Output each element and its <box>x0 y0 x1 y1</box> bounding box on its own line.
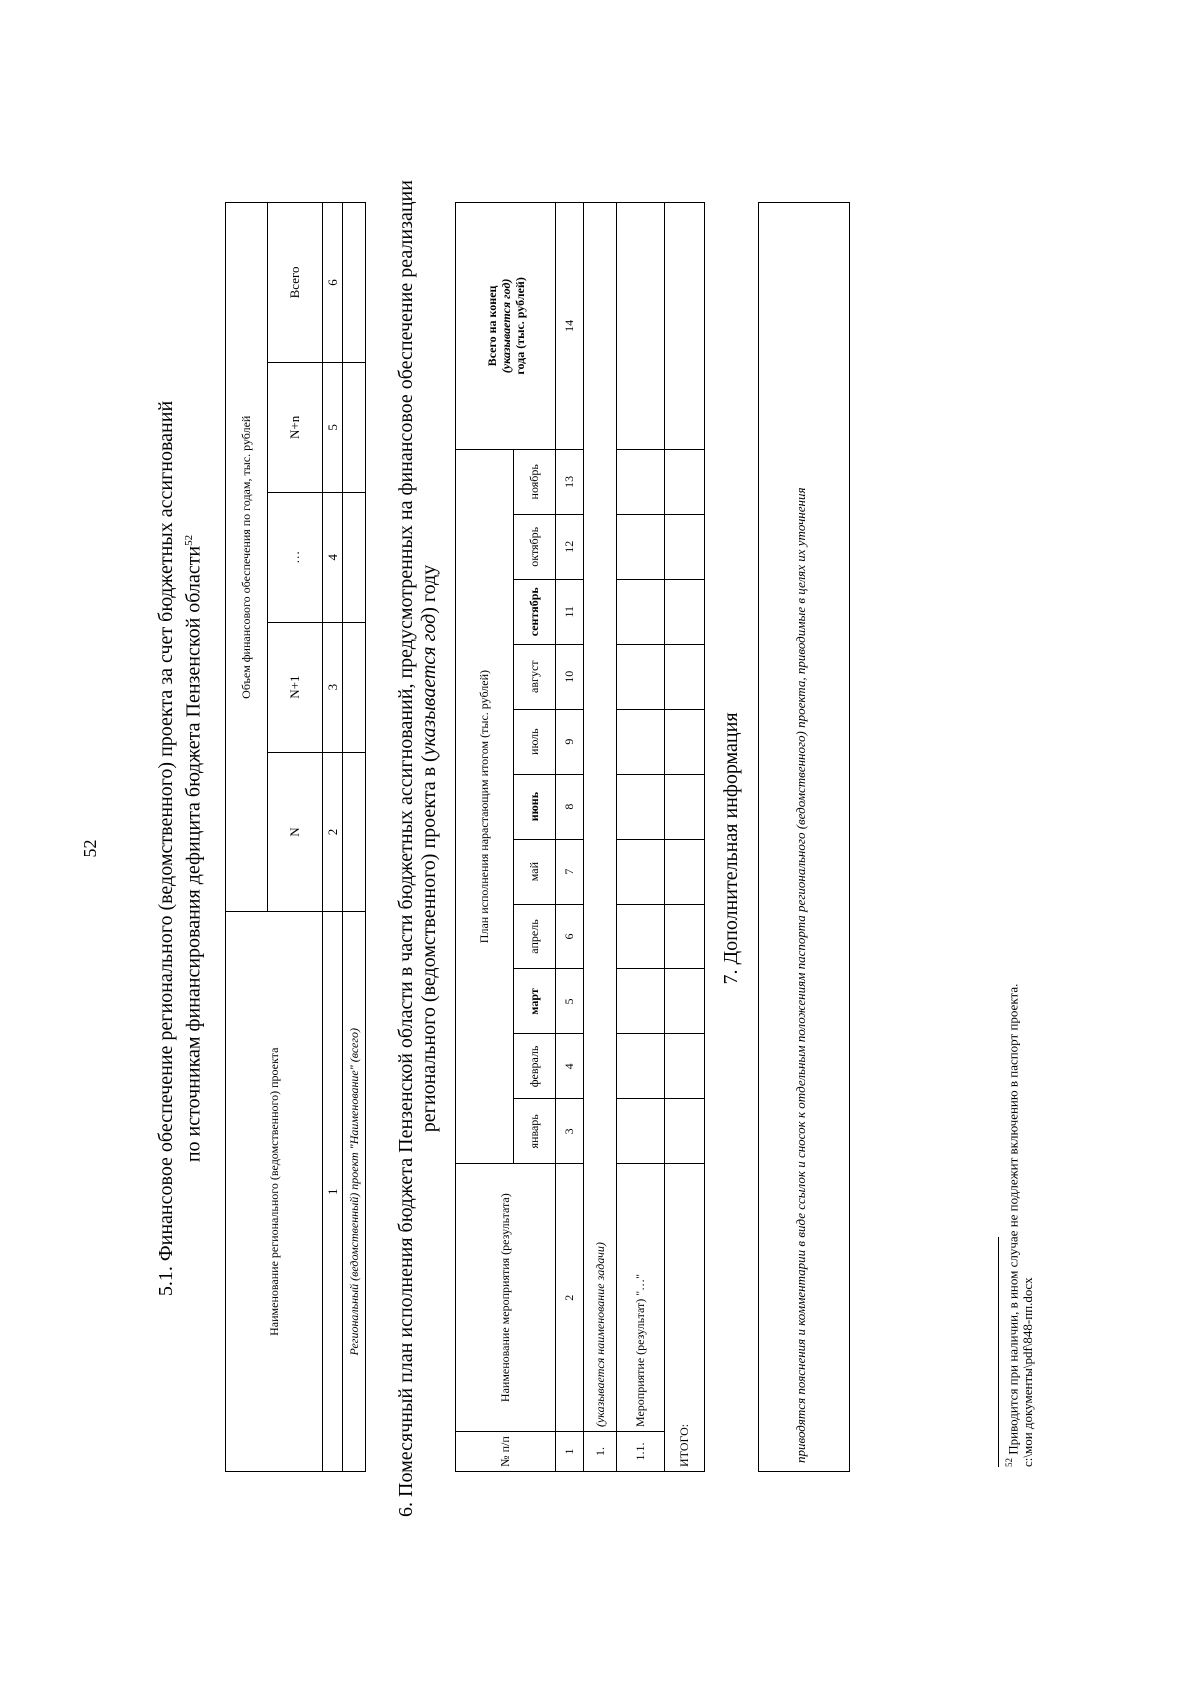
column-number: 8 <box>556 774 584 839</box>
additional-info-box <box>758 202 850 1472</box>
header-total: Всего на конец (указывается год) года (тыс. рублей) <box>456 203 556 450</box>
header-year: N+1 <box>268 622 323 752</box>
section-6-title <box>395 0 441 1697</box>
header-event: Наименование мероприятия (результата) <box>456 1164 556 1432</box>
header-year: … <box>268 492 323 622</box>
table-cell <box>343 492 366 622</box>
section-6-title-line2: регионального (ведомственного) проекта в (указывается год) году <box>418 564 440 1133</box>
table-cell <box>343 362 366 492</box>
table-cell <box>665 203 705 450</box>
section-5-1-title-line1: 5.1. Финансовое обеспечение регионального (ведомственного) проекта за счет бюджетных ассигнований <box>155 400 177 1297</box>
table-cell <box>617 969 665 1034</box>
column-number: 5 <box>323 362 343 492</box>
column-number: 7 <box>556 839 584 904</box>
row-number: 1. <box>584 1432 617 1472</box>
total-row <box>665 203 705 1472</box>
section-5-1-title-line2: по источникам финансирования дефицита бюджета Пензенской области$^{52}$ <box>182 534 205 1163</box>
project-row-label: Региональный (ведомственный) проект "Наименование" (всего) <box>343 912 366 1472</box>
event-row <box>617 203 665 1472</box>
table-cell <box>617 203 665 450</box>
column-number: 4 <box>556 1034 584 1099</box>
column-number: 4 <box>323 492 343 622</box>
table-cell <box>617 1099 665 1164</box>
monthly-plan-table <box>455 202 705 1472</box>
table-cell <box>343 622 366 752</box>
month-header: июнь <box>514 774 556 839</box>
month-header: ноябрь <box>514 449 556 514</box>
table-cell <box>665 1099 705 1164</box>
table-cell <box>665 514 705 579</box>
column-number: 6 <box>556 904 584 969</box>
footnote: $^{52}$ Приводится при наличии, в ином случае не подлежит включению в паспорт проекта. c:\мои документы\pdf\848-пп.docx <box>1004 983 1036 1467</box>
additional-info-text: приводятся пояснения и комментарии в виде ссылок и сносок к отдельным положениям паспорта регионального (ведомственного) проекта, приводимые в целях их уточнения <box>793 487 808 1463</box>
table-cell <box>617 709 665 774</box>
footnote-separator <box>998 1237 999 1467</box>
table-cell <box>617 1034 665 1099</box>
month-header: октябрь <box>514 514 556 579</box>
section-6-title-line1: 6. Помесячный план исполнения бюджета Пензенской области в части бюджетных ассигнований, предусмотренных на финансовое обеспечение реализации <box>395 180 417 1517</box>
column-number: 11 <box>556 579 584 644</box>
month-header: апрель <box>514 904 556 969</box>
month-header: июль <box>514 709 556 774</box>
table-cell <box>617 774 665 839</box>
month-header: февраль <box>514 1034 556 1099</box>
table-cell <box>665 579 705 644</box>
table-cell <box>665 774 705 839</box>
month-header: январь <box>514 1099 556 1164</box>
column-number: 12 <box>556 514 584 579</box>
column-number: 9 <box>556 709 584 774</box>
column-number: 14 <box>556 203 584 450</box>
table-cell <box>665 904 705 969</box>
column-number: 5 <box>556 969 584 1034</box>
column-number: 2 <box>556 1164 584 1432</box>
column-number: 1 <box>556 1432 584 1472</box>
column-number: 13 <box>556 449 584 514</box>
column-number: 3 <box>323 622 343 752</box>
month-header: сентябрь <box>514 579 556 644</box>
header-num: № п/п <box>456 1432 556 1472</box>
table-cell <box>665 969 705 1034</box>
table-cell <box>617 839 665 904</box>
table-cell <box>343 752 366 912</box>
section-5-1-title <box>155 0 206 1697</box>
table-cell <box>617 904 665 969</box>
header-year: N <box>268 752 323 912</box>
footnote-text: Приводится при наличии, в ином случае не подлежит включению в паспорт проекта. <box>1005 983 1021 1455</box>
footnote-ref: 52 <box>183 534 195 546</box>
column-number: 1 <box>323 912 343 1472</box>
row-number: 1.1. <box>617 1432 665 1472</box>
header-volume: Объем финансового обеспечения по годам, тыс. рублей <box>226 203 268 912</box>
table-cell <box>343 203 366 363</box>
column-numbers-row <box>556 203 584 1472</box>
month-header: май <box>514 839 556 904</box>
column-number: 10 <box>556 644 584 709</box>
table-cell <box>617 579 665 644</box>
financing-table <box>225 202 366 1472</box>
table-cell <box>617 514 665 579</box>
table-cell <box>665 839 705 904</box>
column-number: 3 <box>556 1099 584 1164</box>
total-label: ИТОГО: <box>665 1164 705 1472</box>
task-name: (указывается наименование задачи) <box>584 203 617 1432</box>
section-7-title: 7. Дополнительная информация <box>720 712 742 985</box>
table-cell <box>665 709 705 774</box>
table-cell <box>617 644 665 709</box>
table-cell <box>665 644 705 709</box>
file-path: c:\мои документы\pdf\848-пп.docx <box>1020 1277 1036 1467</box>
page-number: 52 <box>80 839 100 858</box>
header-year: Всего <box>268 203 323 363</box>
header-project-name: Наименование регионального (ведомственного) проекта <box>226 912 323 1472</box>
column-number: 2 <box>323 752 343 912</box>
header-year: N+n <box>268 362 323 492</box>
table-cell <box>665 1034 705 1099</box>
event-name: Мероприятие (результат) "…" <box>617 1164 665 1432</box>
month-header: март <box>514 969 556 1034</box>
table-cell <box>665 449 705 514</box>
table-cell <box>617 449 665 514</box>
month-header: август <box>514 644 556 709</box>
header-plan: План исполнения нарастающим итогом (тыс. рублей) <box>456 449 514 1164</box>
column-number: 6 <box>323 203 343 363</box>
